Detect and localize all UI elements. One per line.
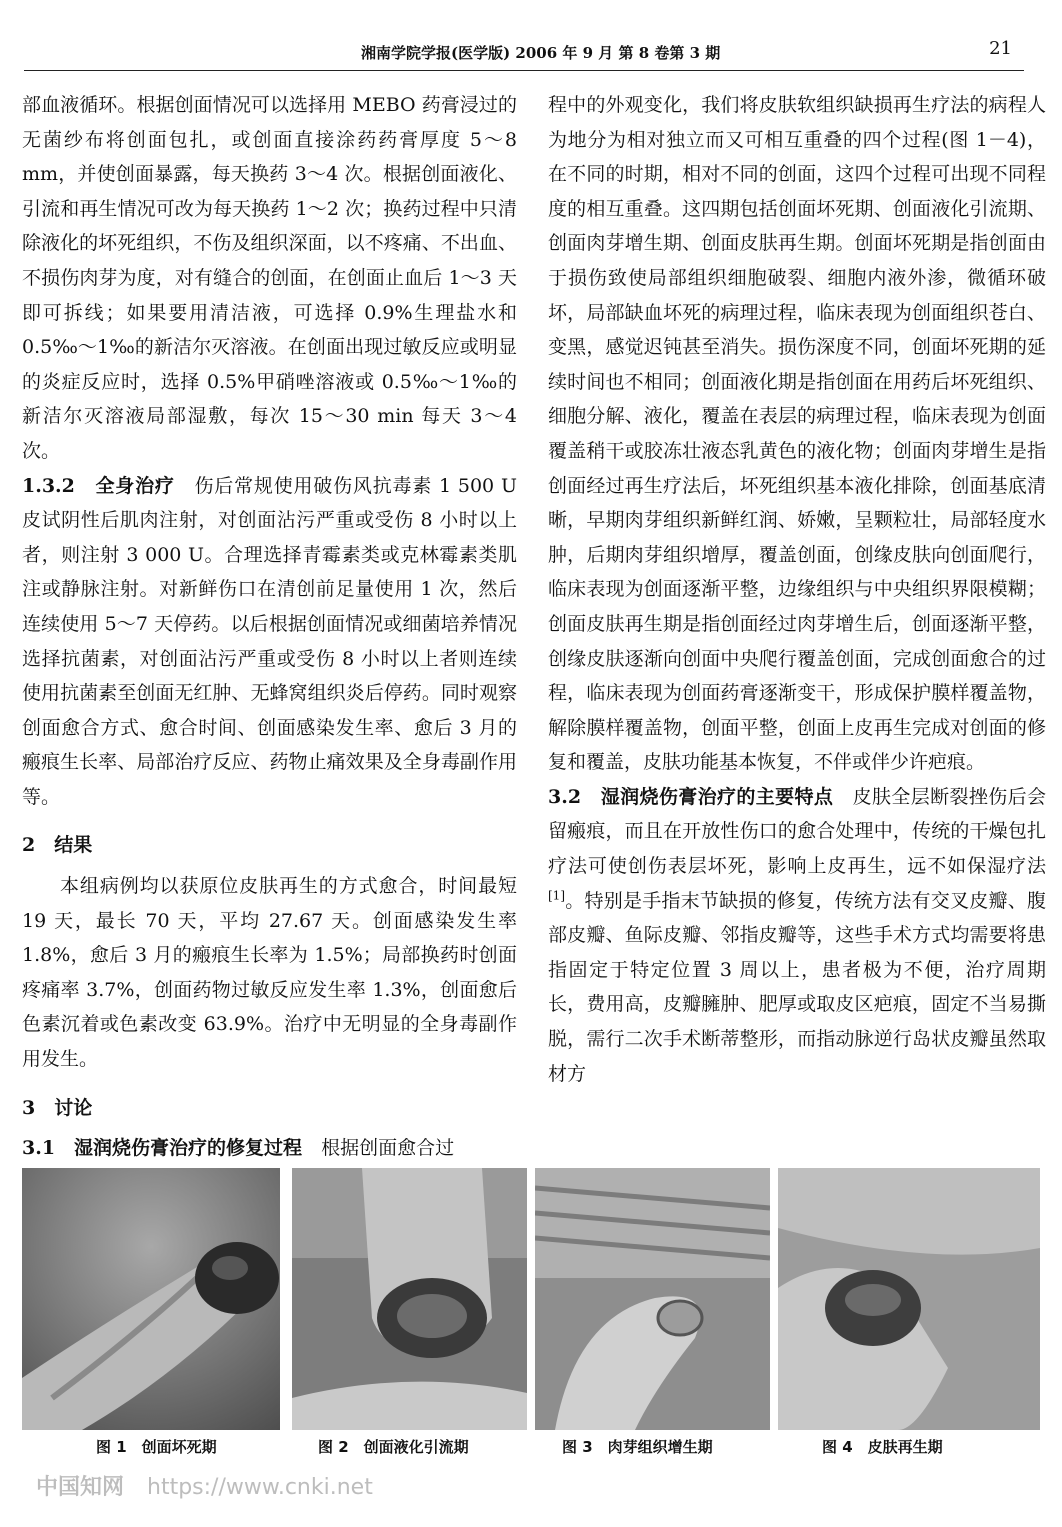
subsection-text: 皮肤全层断裂挫伤后会留瘢痕，而且在开放性伤口的愈合处理中，传统的干燥包扎疗法可使创伤表层坏死，影响上皮再生，远不如保湿疗法: [548, 785, 1046, 878]
page-number: 21: [989, 38, 1012, 59]
figure-1-caption: 图 1 创面坏死期: [96, 1438, 217, 1456]
figure-4-caption: 图 4 皮肤再生期: [822, 1438, 943, 1456]
subsection-title: 1.3.2 全身治疗: [22, 474, 195, 497]
paragraph-local-treatment: 部血液循环。根据创面情况可以选择用 MEBO 药膏浸过的无菌纱布将创面包扎，或创面直接涂药药膏厚度 5～8 mm，并使创面暴露，每天换药 3～4 次。根据创面液化、引流和再生情况可改为每天换药 1～2 次；换药过程中只清除液化的坏死组织，不伤及组织深面，以不疼痛、不出血、不损伤肉芽为度，对有缝合的创面，在创面止血后 1～3 天即可拆线；如果要用清洁液，可选择 0.9%生理盐水和 0.5‰～1‰的新洁尔灭溶液。在创面出现过敏反应或明显的炎症反应时，选择 0.5%甲硝唑溶液或 0.5‰～1‰的新洁尔灭溶液局部湿敷，每次 15～30 min 每天 3～4 次。: [22, 94, 517, 462]
section-3-2: [548, 780, 1046, 1091]
cnki-watermark: [36, 1470, 373, 1501]
section-3-1: [22, 1131, 517, 1166]
section-title-discussion: 3 讨论: [22, 1096, 93, 1119]
running-header: [24, 30, 1024, 71]
figure-2-caption: 图 2 创面液化引流期: [318, 1438, 469, 1456]
figure-4-photo: [778, 1168, 1040, 1430]
cnki-logo: 中国知网: [36, 1475, 125, 1500]
figure-3-photo: [535, 1168, 770, 1430]
subsection-text: 。特别是手指末节缺损的修复，传统方法有交叉皮瓣、腹部皮瓣、鱼际皮瓣、邻指皮瓣等，这些手术方式均需要将患指固定于特定位置 3 周以上，患者极为不便，治疗周期长，费用高，皮瓣臃肿、肥厚或取皮区疤痕，固定不当易撕脱，需行二次手术断蒂整形，而指动脉逆行岛状皮瓣虽然取材方: [548, 889, 1046, 1085]
subsection-text: 根据创面愈合过: [321, 1137, 455, 1160]
subsection-title: 3.2 湿润烧伤膏治疗的主要特点: [548, 785, 853, 808]
subsection-text: 伤后常规使用破伤风抗毒素 1 500 U 皮试阴性后肌肉注射，对创面沾污严重或受伤 8 小时以上者，则注射 3 000 U。合理选择青霉素类或克林霉素类肌注或静脉注射。对新鲜伤口在清创前足量使用 1 次，然后连续使用 5～7 天停药。以后根据创面情况或细菌培养情况选择抗菌素，对创面沾污严重或受伤 8 小时以上者则连续使用抗菌素至创面无红肿、无蜂窝组织炎后停药。同时观察创面愈合方式、愈合时间、创面感染发生率、愈后 3 月的瘢痕生长率、局部治疗反应、药物止痛效果及全身毒副作用等。: [22, 474, 517, 808]
right-column: [548, 88, 1046, 1091]
left-column: [22, 88, 517, 1166]
cnki-url: https://www.cnki.net: [147, 1475, 373, 1500]
figure-2-photo: [292, 1168, 527, 1430]
paragraph-results: 本组病例均以获原位皮肤再生的方式愈合，时间最短 19 天，最长 70 天，平均 27.67 天。创面感染发生率 1.8%，愈后 3 月的瘢痕生长率为 1.5%；局部换药时创面疼痛率 3.7%，创面药物过敏反应发生率 1.3%，创面愈后色素沉着或色素改变 63.9%。治疗中无明显的全身毒副作用发生。: [22, 875, 517, 1071]
section-title-results: 2 结果: [22, 834, 93, 857]
subsection-title: 3.1 湿润烧伤膏治疗的修复过程: [22, 1137, 322, 1160]
figure-1-photo: [22, 1168, 280, 1430]
citation-ref: [1]: [548, 888, 565, 903]
journal-info: 湘南学院学报(医学版) 2006 年 9 月 第 8 卷第 3 期: [361, 44, 721, 62]
section-1-3-2: [22, 469, 517, 815]
figure-3-caption: 图 3 肉芽组织增生期: [562, 1438, 713, 1456]
paragraph-repair-stages: 程中的外观变化，我们将皮肤软组织缺损再生疗法的病程人为地分为相对独立而又可相互重叠的四个过程(图 1－4)，在不同的时期，相对不同的创面，这四个过程可出现不同程度的相互重叠。这四期包括创面坏死期、创面液化引流期、创面肉芽增生期、创面皮肤再生期。创面坏死期是指创面由于损伤致使局部组织细胞破裂、细胞内液外渗，微循环破坏，局部缺血坏死的病理过程，临床表现为创面组织苍白、变黑，感觉迟钝甚至消失。损伤深度不同，创面坏死期的延续时间也不相同；创面液化期是指创面在用药后坏死组织、细胞分解、液化，覆盖在表层的病理过程，临床表现为创面覆盖稍干或胶冻壮液态乳黄色的液化物；创面肉芽增生是指创面经过再生疗法后，坏死组织基本液化排除，创面基底清晰，早期肉芽组织新鲜红润、娇嫩，呈颗粒壮，局部轻度水肿，后期肉芽组织增厚，覆盖创面，创缘皮肤向创面爬行，临床表现为创面逐渐平整，边缘组织与中央组织界限模糊；创面皮肤再生期是指创面经过肉芽增生后，创面逐渐平整，创缘皮肤逐渐向创面中央爬行覆盖创面，完成创面愈合的过程，临床表现为创面药膏逐渐变干，形成保护膜样覆盖物，解除膜样覆盖物，创面平整，创面上皮再生完成对创面的修复和覆盖，皮肤功能基本恢复，不伴或伴少许疤痕。: [548, 94, 1046, 774]
